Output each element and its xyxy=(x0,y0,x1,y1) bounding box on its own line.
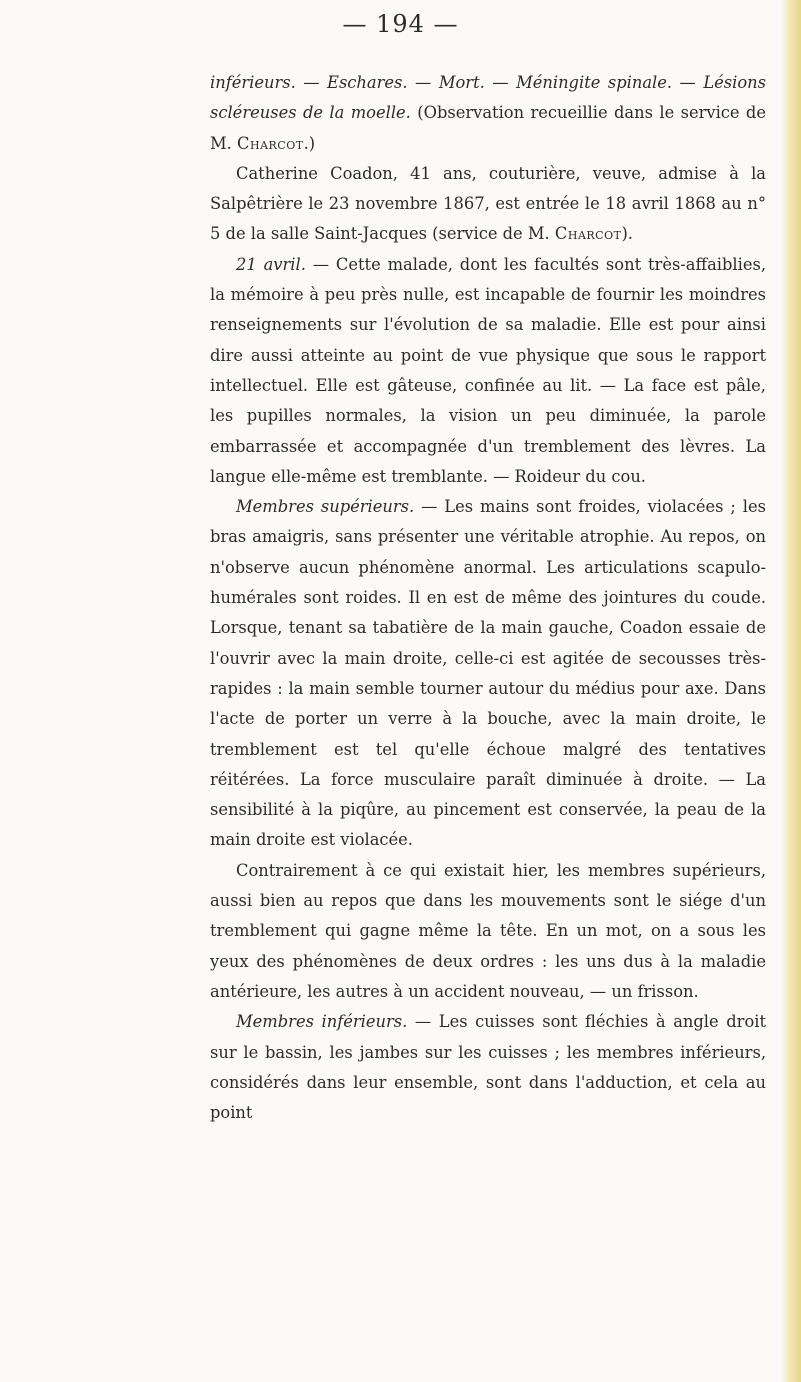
case-source: (Observation recueillie dans le service de M. xyxy=(210,103,766,153)
date-label: 21 avril. xyxy=(236,254,306,274)
lower-limbs-text: — Les cuisses sont fléchies à angle droit sur le bassin, les jambes sur les cuisses ; les membres inférieurs, considérés dans leur ensemble, sont dans l'adduction, et cela au point xyxy=(210,1012,766,1123)
page-number: — 194 — xyxy=(342,10,459,38)
section-label-upper-limbs: Membres supérieurs. xyxy=(236,497,415,517)
paragraph-april-21 xyxy=(210,250,766,492)
case-source-end: .) xyxy=(303,133,316,153)
page-edge xyxy=(781,0,801,1382)
april-21-text: — Cette malade, dont les facultés sont très-affaiblies, la mémoire à peu près nulle, est incapable de fournir les moindres renseignements sur l'évolution de sa maladie. Elle est pour ainsi dire aussi atteinte au point de vue physique que sous le rapport intellectuel. Elle est gâteuse, confinée au lit. — La face est pâle, les pupilles normales, la vision un peu diminuée, la parole embarrassée et accompagnée d'un tremblement des lèvres. La langue elle-même est tremblante. — Roideur du cou. xyxy=(210,254,766,486)
paragraph-lower-limbs xyxy=(210,1007,766,1128)
patient-intro-end: ). xyxy=(621,224,633,244)
paragraph-patient-intro xyxy=(210,159,766,250)
body-text xyxy=(210,68,766,1128)
paragraph-case-heading xyxy=(210,68,766,159)
paragraph-upper-limbs xyxy=(210,492,766,856)
section-label-lower-limbs: Membres inférieurs. xyxy=(236,1012,408,1032)
patient-intro-text: Catherine Coadon, 41 ans, couturière, veuve, admise à la Salpêtrière le 23 novembre 1867, est entrée le 18 avril 1868 au n° 5 de la salle Saint-Jacques (service de M. xyxy=(210,163,766,244)
author-name: Charcot xyxy=(554,224,622,244)
case-title: inférieurs. — Eschares. — Mort. — Méningite spinale. — Lésions scléreuses de la moelle. xyxy=(210,73,766,123)
author-name: Charcot xyxy=(237,133,304,153)
upper-limbs-text: — Les mains sont froides, violacées ; les bras amaigris, sans présenter une véritable atrophie. Au repos, on n'observe aucun phénomène anormal. Les articulations scapulo-humérales sont roides. Il en est de même des jointures du coude. Lorsque, tenant sa tabatière de la main gauche, Coadon essaie de l'ouvrir avec la main droite, celle-ci est agitée de secousses très-rapides : la main semble tourner autour du médius pour axe. Dans l'acte de porter un verre à la bouche, avec la main droite, le tremblement est tel qu'elle échoue malgré des tentatives réitérées. La force musculaire paraît diminuée à droite. — La sensibilité à la piqûre, au pincement est conservée, la peau de la main droite est violacée. xyxy=(210,497,766,850)
paragraph-contrast: Contrairement à ce qui existait hier, les membres supérieurs, aussi bien au repos que dans les mouvements sont le siége d'un tremblement qui gagne même la tête. En un mot, on a sous les yeux des phénomènes de deux ordres : les uns dus à la maladie antérieure, les autres à un accident nouveau, — un frisson. xyxy=(210,860,766,1001)
